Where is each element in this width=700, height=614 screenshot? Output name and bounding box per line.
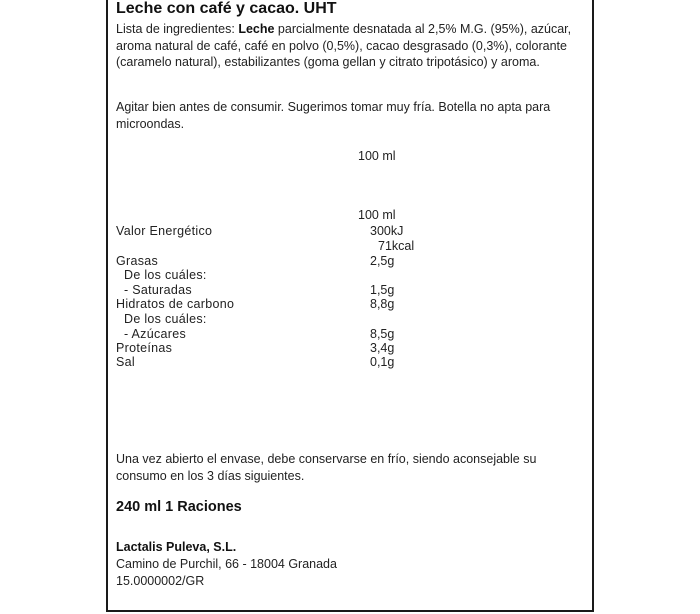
nutrition-row-carbs: [116, 297, 416, 312]
nutrition-row-saturated: [116, 283, 416, 298]
storage-instructions: Una vez abierto el envase, debe conservarse en frío, siendo aconsejable su consumo en los 3 días siguientes.: [116, 452, 537, 483]
nutrition-label: - Azúcares: [124, 327, 187, 341]
nutrition-label: Hidratos de carbono: [116, 297, 235, 311]
nutrition-value: 8,8g: [370, 297, 395, 311]
nutrition-label: De los cuáles:: [124, 312, 207, 326]
portions-info: 240 ml 1 Raciones: [116, 499, 242, 515]
nutrition-label: De los cuáles:: [124, 268, 207, 282]
product-label: [106, 0, 594, 612]
nutrition-column-header: 100 ml: [358, 208, 396, 222]
nutrition-row-energy-kj: [116, 224, 416, 239]
nutrition-row-fat-sub: [116, 268, 416, 283]
nutrition-value: 8,5g: [370, 327, 395, 341]
ingredients-highlight: Leche: [238, 22, 275, 36]
nutrition-row-protein: [116, 341, 416, 356]
ingredients-rest: parcialmente desnatada al 2,5% M.G. (95%), azúcar, aroma natural de café, café en polvo (0,5%), cacao desgrasado (0,3%), colorante (caramelo natural), estabilizantes (goma gellan y citrato tripotásico) y aroma.: [116, 22, 572, 69]
nutrition-row-salt: [116, 355, 416, 370]
nutrition-value: 0,1g: [370, 355, 395, 369]
nutrition-value: 3,4g: [370, 341, 395, 355]
nutrition-label: Grasas: [116, 254, 159, 268]
nutrition-label: Sal: [116, 355, 135, 369]
nutrition-label: Proteínas: [116, 341, 173, 355]
nutrition-value: 1,5g: [370, 283, 395, 297]
nutrition-row-energy-kcal: [116, 239, 416, 254]
nutrition-row-fat: [116, 254, 416, 269]
nutrition-row-sugars: [116, 327, 416, 342]
ingredients-prefix: Lista de ingredientes:: [116, 22, 239, 36]
registry-code: 15.0000002/GR: [116, 574, 205, 588]
nutrition-label: - Saturadas: [124, 283, 192, 297]
usage-instructions: Agitar bien antes de consumir. Sugerimos tomar muy fría. Botella no apta para microondas.: [116, 100, 551, 131]
nutrition-row-carbs-sub: [116, 312, 416, 327]
company-name: Lactalis Puleva, S.L.: [116, 540, 237, 554]
nutrition-value: 2,5g: [370, 254, 395, 268]
nutrition-label: Valor Energético: [116, 224, 213, 238]
ingredients-list: [116, 21, 586, 71]
serving-header: 100 ml: [358, 149, 396, 163]
product-title: Leche con café y cacao. UHT: [116, 0, 337, 17]
nutrition-value: 300kJ: [370, 224, 404, 238]
nutrition-value: 71kcal: [378, 239, 415, 253]
company-address: Camino de Purchil, 66 - 18004 Granada: [116, 557, 337, 571]
